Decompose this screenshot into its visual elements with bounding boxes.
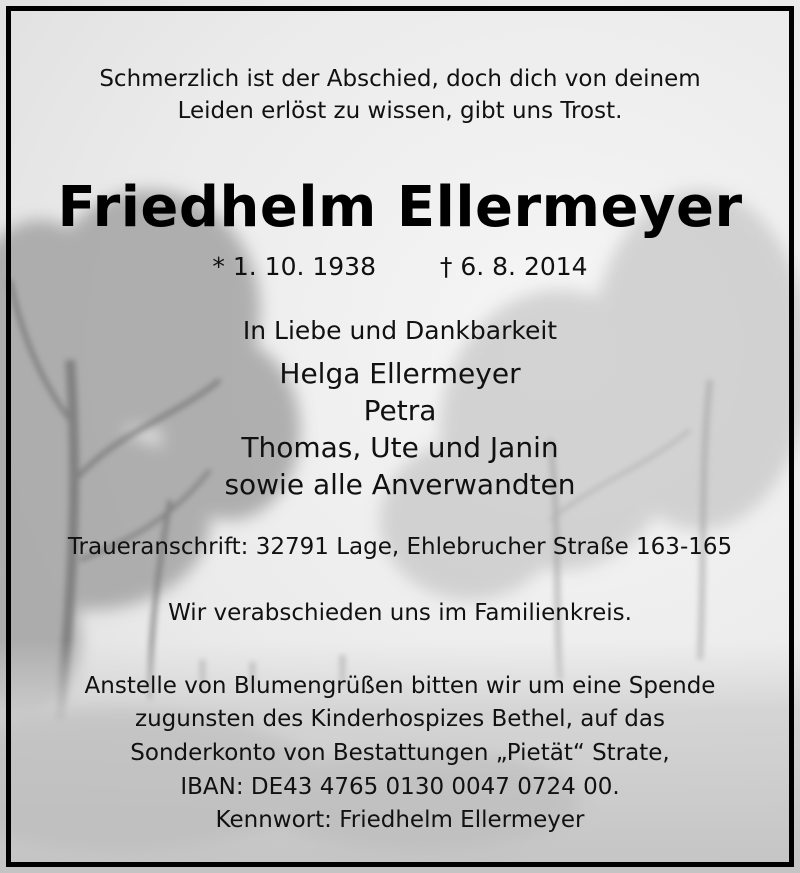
death-date: † 6. 8. 2014 <box>439 252 588 281</box>
life-dates <box>0 254 800 279</box>
donation-line: zugunsten des Kinderhospizes Bethel, auf das <box>135 706 665 732</box>
mourning-address: Traueranschrift: 32791 Lage, Ehlebrucher Straße 163-165 <box>67 534 733 560</box>
farewell-note: Wir verabschieden uns im Familienkreis. <box>168 600 632 626</box>
mourner-name: Thomas, Ute und Janin <box>241 431 559 464</box>
motto-line-2: Leiden erlöst zu wissen, gibt uns Trost. <box>177 98 623 124</box>
donation-iban: IBAN: DE43 4765 0130 0047 0724 00. <box>180 774 620 800</box>
mourners-intro: In Liebe und Dankbarkeit <box>242 316 558 345</box>
deceased-name: Friedhelm Ellermeyer <box>57 175 743 240</box>
mourner-name: Petra <box>363 394 437 427</box>
donation-keyword: Kennwort: Friedhelm Ellermeyer <box>215 807 585 833</box>
birth-date: * 1. 10. 1938 <box>212 252 376 281</box>
mourner-name: sowie alle Anverwandten <box>224 468 576 501</box>
motto-line-1: Schmerzlich ist der Abschied, doch dich von deinem <box>99 66 701 92</box>
donation-line: Anstelle von Blumengrüßen bitten wir um eine Spende <box>84 673 716 699</box>
donation-line: Sonderkonto von Bestattungen „Pietät“ Strate, <box>130 740 670 766</box>
mourner-name: Helga Ellermeyer <box>279 357 521 390</box>
